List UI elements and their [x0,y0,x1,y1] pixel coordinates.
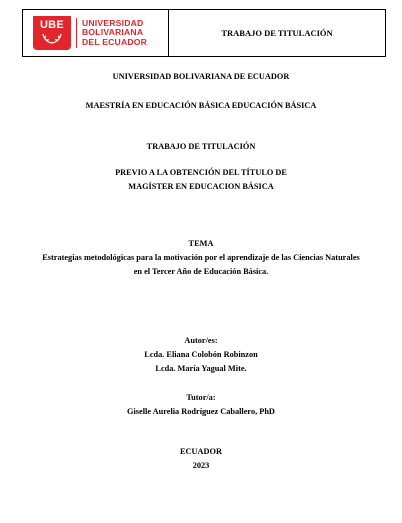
degree-purpose-line: MAGÍSTER EN EDUCACION BÁSICA [128,182,274,191]
tutor-name: Giselle Aurelia Rodríguez Caballero, PhD [127,407,275,416]
year: 2023 [192,461,210,470]
laurel-icon [41,32,63,44]
logo-wordmark [82,19,147,48]
theme-label: TEMA [188,239,214,248]
country: ECUADOR [180,447,222,456]
university-name: UNIVERSIDAD BOLIVARIANA DE ECUADOR [112,72,290,81]
author-name: Lcda. María Yagual Mite. [155,364,247,373]
tutor-label: Tutor/a: [186,393,216,402]
logo-line: DEL ECUADOR [82,36,148,47]
document-header [22,9,386,57]
author-name: Lcda. Eliana Colobón Robinzon [144,350,258,359]
university-logo [23,10,169,56]
program-name: MAESTRÍA EN EDUCACIÓN BÁSICA EDUCACIÓN BÁSICA [85,101,317,110]
logo-divider [76,18,77,48]
degree-purpose-line: PREVIO A LA OBTENCIÓN DEL TÍTULO DE [115,168,287,177]
logo-line: UNIVERSIDAD [82,17,144,28]
header-title: TRABAJO DE TITULACIÓN [221,28,333,38]
work-type: TRABAJO DE TITULACIÓN [146,142,256,151]
logo-line: BOLIVARIANA [82,27,144,38]
authors-label: Autor/es: [184,336,218,345]
logo-abbreviation: UBE [39,19,65,31]
theme-text: en el Tercer Año de Educación Básica. [133,267,269,276]
logo-badge [33,16,71,50]
theme-text: Estrategias metodológicas para la motivación por el aprendizaje de las Ciencias Naturales [42,253,360,262]
